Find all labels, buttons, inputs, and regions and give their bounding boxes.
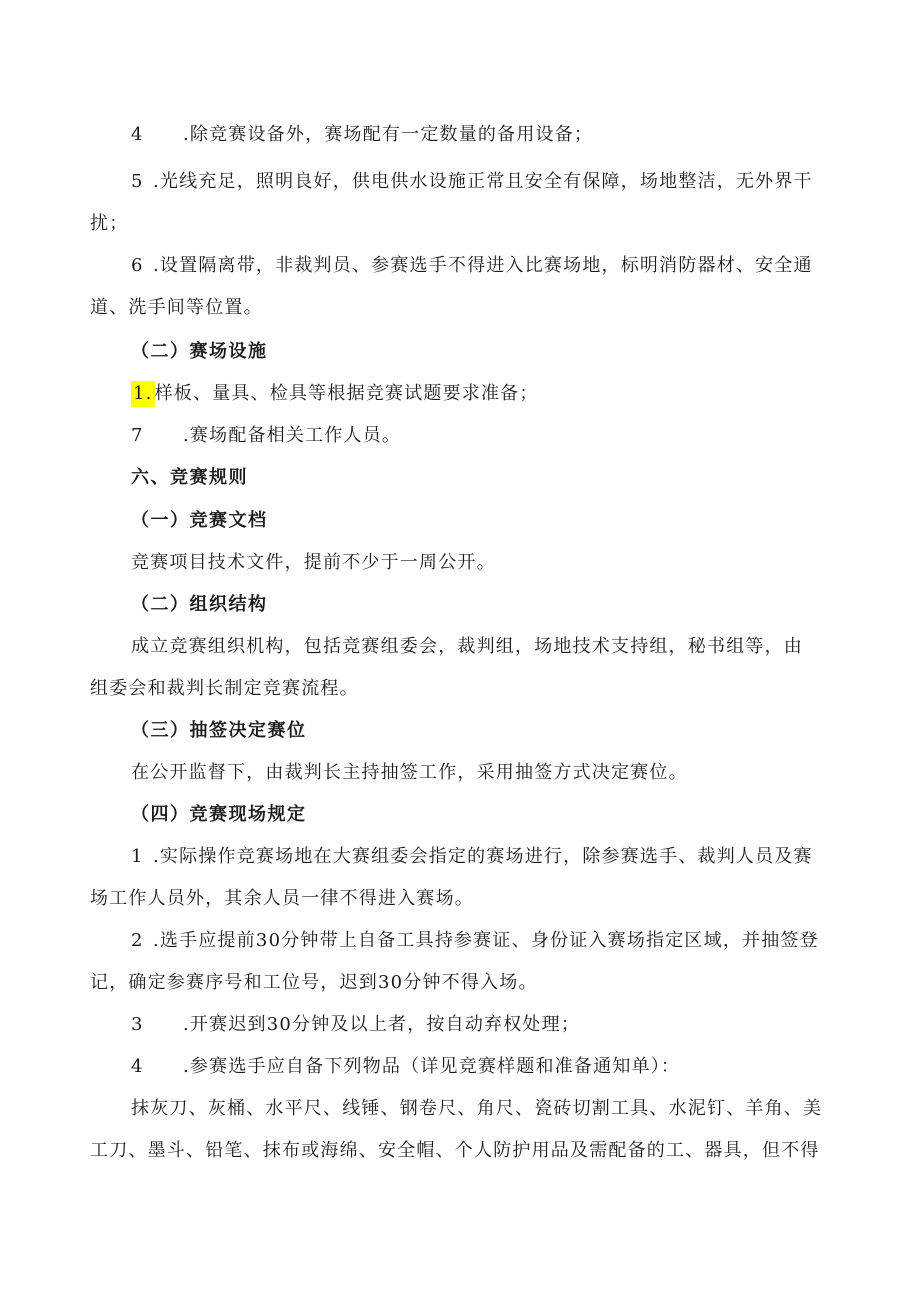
paragraph: 在公开监督下，由裁判长主持抽签工作，采用抽签方式决定赛位。 [131,762,688,783]
paragraph: 抹灰刀、灰桶、水平尺、线锤、钢卷尺、角尺、瓷砖切割工具、水泥钉、羊角、美 [131,1098,823,1119]
item-number: 6 [131,255,144,276]
list-item-4 [131,122,593,148]
item-text: .实际操作竞赛场地在大赛组委会指定的赛场进行，除参赛选手、裁判人员及赛 [153,846,813,867]
item-number: 5 [131,171,144,192]
item-text: .除竞赛设备外，赛场配有一定数量的备用设备； [183,124,594,145]
item-text: .参赛选手应自备下列物品（详见竞赛样题和准备通知单）： [183,1056,681,1077]
item-number: 3 [131,1014,144,1035]
paragraph-continuation [90,295,263,321]
paragraph-continuation: 组委会和裁判长制定竞赛流程。 [90,678,359,699]
item-number: 4 [131,124,144,145]
item-number: 2 [131,930,144,951]
list-item-1 [131,381,539,407]
paragraph: 成立竞赛组织机构，包括竞赛组委会，裁判组，场地技术支持组，秘书组等，由 [131,636,803,657]
item-text: .光线充足，照明良好，供电供水设施正常且安全有保障，场地整洁，无外界干 [153,171,813,192]
list-item-7 [131,423,401,449]
item-number: 4 [131,1056,144,1077]
item-number: 7 [131,425,144,446]
item-number: 1 [131,846,144,867]
highlighted-item-number: 1. [131,381,155,407]
section-heading: （一）竞赛文档 [131,510,268,531]
list-item-4 [131,1054,680,1080]
paragraph-continuation: 工刀、墨斗、铅笔、抹布或海绵、安全帽、个人防护用品及需配备的工、器具，但不得 [90,1140,820,1161]
paragraph-continuation: 场工作人员外，其余人员一律不得进入赛场。 [90,888,474,909]
paragraph-continuation [90,211,128,237]
section-heading: （四）竞赛现场规定 [131,804,307,825]
section-heading: （二）赛场设施 [131,341,268,362]
list-item-6 [131,253,813,279]
item-text: .选手应提前30分钟带上自备工具持参赛证、身份证入赛场指定区域，并抽签登 [153,930,819,951]
list-item-5 [131,169,813,195]
chapter-heading: 六、竞赛规则 [131,467,248,488]
item-text: .设置隔离带，非裁判员、参赛选手不得进入比赛场地，标明消防器材、安全通 [153,255,813,276]
list-item-3 [131,1012,580,1038]
paragraph: 竞赛项目技术文件，提前不少于一周公开。 [131,552,496,573]
item-text: .开赛迟到30分钟及以上者，按自动弃权处理； [183,1014,581,1035]
paragraph-continuation: 记，确定参赛序号和工位号，迟到30分钟不得入场。 [90,972,538,993]
list-item-1 [131,844,813,870]
item-text: .赛场配备相关工作人员。 [183,425,402,446]
list-item-2 [131,928,819,954]
section-heading: （二）组织结构 [131,594,268,615]
item-text: 道、洗手间等位置。 [90,297,263,318]
section-heading: （三）抽签决定赛位 [131,720,307,741]
item-text: 样板、量具、检具等根据竞赛试题要求准备； [154,383,539,404]
item-text: 扰； [90,213,129,234]
